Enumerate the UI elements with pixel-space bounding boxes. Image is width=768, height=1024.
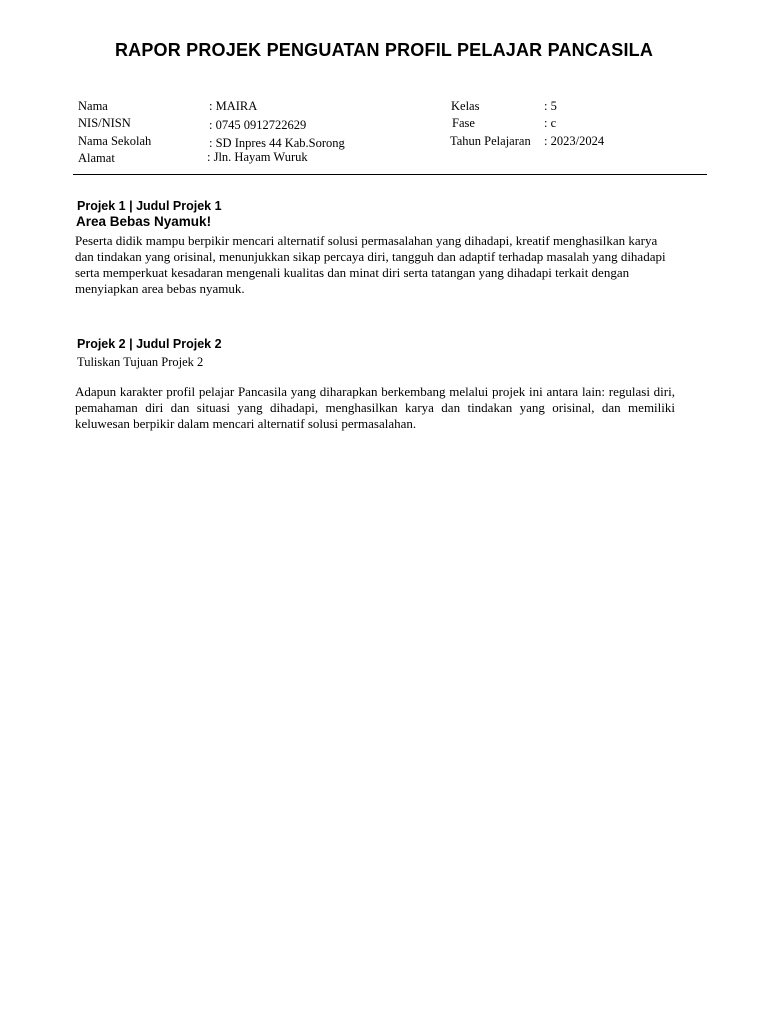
nis-value: : 0745 0912722629 <box>209 118 307 132</box>
class-value: : 5 <box>544 99 557 113</box>
year-label: Tahun Pelajaran <box>450 134 531 148</box>
header-divider <box>73 174 707 175</box>
address-label: Alamat <box>78 151 115 165</box>
year-value: : 2023/2024 <box>544 134 605 148</box>
phase-value: : c <box>544 116 557 130</box>
school-label: Nama Sekolah <box>78 134 152 148</box>
project-1-description: Peserta didik mampu berpikir mencari alternatif solusi permasalahan yang dihadapi, kreatif menghasilkan karya dan tindakan yang orisinal, menunjukkan sikap percaya diri, tangguh dan adaptif terhadap masalah yang dihadapi serta memperkuat kesadaran mengenali kualitas dan minat diri serta tatangan yang dihadapi terkait dengan menyiapkan area bebas nyamuk. <box>75 233 666 296</box>
nis-label: NIS/NISN <box>78 116 131 130</box>
school-value: : SD Inpres 44 Kab.Sorong <box>209 136 345 150</box>
project-1-heading: Projek 1 | Judul Projek 1 <box>77 199 222 213</box>
class-label: Kelas <box>451 99 480 113</box>
report-title: RAPOR PROJEK PENGUATAN PROFIL PELAJAR PANCASILA <box>114 40 654 60</box>
project-2-heading: Projek 2 | Judul Projek 2 <box>77 337 222 351</box>
project-2-subtitle: Tuliskan Tujuan Projek 2 <box>77 355 204 369</box>
address-value: : Jln. Hayam Wuruk <box>207 150 308 164</box>
project-2-description: Adapun karakter profil pelajar Pancasila yang diharapkan berkembang melalui projek ini antara lain: regulasi diri, pemahaman diri dan situasi yang dihadapi, menghasilkan karya dan tindakan yang orisinal, dan memiliki keluwesan berpikir dalam mencari alternatif solusi permasalahan. <box>75 384 675 431</box>
name-value: : MAIRA <box>209 99 258 113</box>
phase-label: Fase <box>452 116 475 130</box>
name-label: Nama <box>78 99 108 113</box>
project-1-title: Area Bebas Nyamuk! <box>76 214 212 229</box>
